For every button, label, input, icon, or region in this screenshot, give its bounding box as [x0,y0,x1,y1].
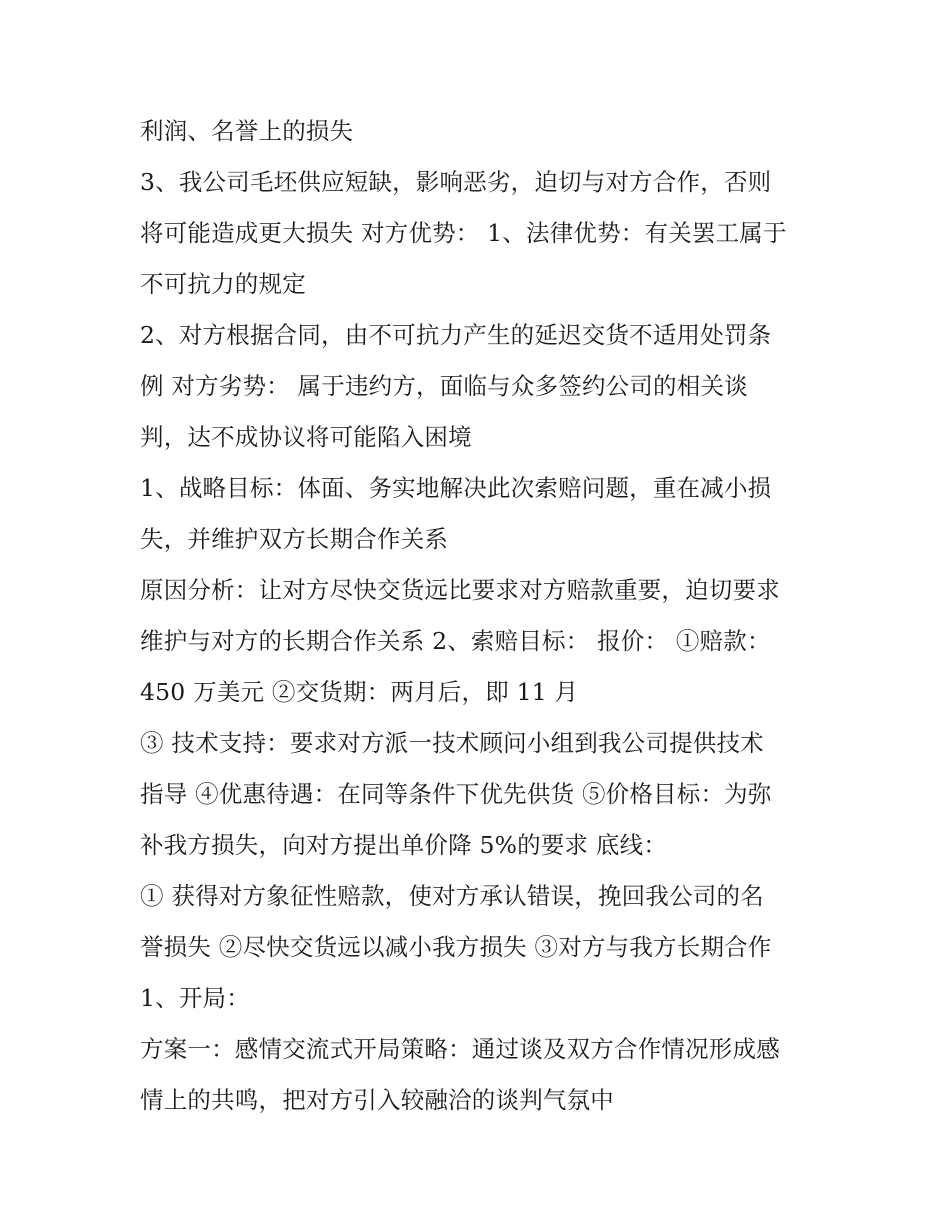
text-line: 方案一：感情交流式开局策略：通过谈及双方合作情况形成感 [140,1035,780,1063]
text-line: 情上的共鸣，把对方引入较融洽的谈判气氛中 [140,1086,614,1114]
text-line: 补我方损失，向对方提出单价降 5%的要求 底线： [140,831,668,859]
text-line: 誉损失 ②尽快交货远以减小我方损失 ③对方与我方长期合作 [140,933,772,961]
text-line: ① 获得对方象征性赔款，使对方承认错误，挽回我公司的名 [140,882,764,910]
text-line: 不可抗力的规定 [140,270,306,298]
text-line: 失，并维护双方长期合作关系 [140,525,449,553]
text-line: 原因分析：让对方尽快交货远比要求对方赔款重要，迫切要求 [140,576,780,604]
text-line: 判，达不成协议将可能陷入困境 [140,423,472,451]
text-line: 将可能造成更大损失 对方优势： 1、法律优势：有关罢工属于 [140,219,787,247]
text-line: 利润、名誉上的损失 [140,117,354,145]
text-line: 1、战略目标：体面、务实地解决此次索赔问题，重在减小损 [140,474,772,502]
text-line: 指导 ④优惠待遇：在同等条件下优先供货 ⑤价格目标：为弥 [140,780,772,808]
text-line: 450 万美元 ②交货期：两月后，即 11 月 [140,678,579,706]
text-line: 维护与对方的长期合作关系 2、索赔目标： 报价： ①赔款： [140,627,771,655]
text-line: 2、对方根据合同，由不可抗力产生的延迟交货不适用处罚条 [140,321,772,349]
text-line: ③ 技术支持：要求对方派一技术顾问小组到我公司提供技术 [140,729,764,757]
text-line: 例 对方劣势： 属于违约方，面临与众多签约公司的相关谈 [140,372,748,400]
text-line: 1、开局： [140,984,250,1012]
text-line: 3、我公司毛坯供应短缺，影响恶劣，迫切与对方合作，否则 [140,168,772,196]
document-body [140,106,830,1126]
